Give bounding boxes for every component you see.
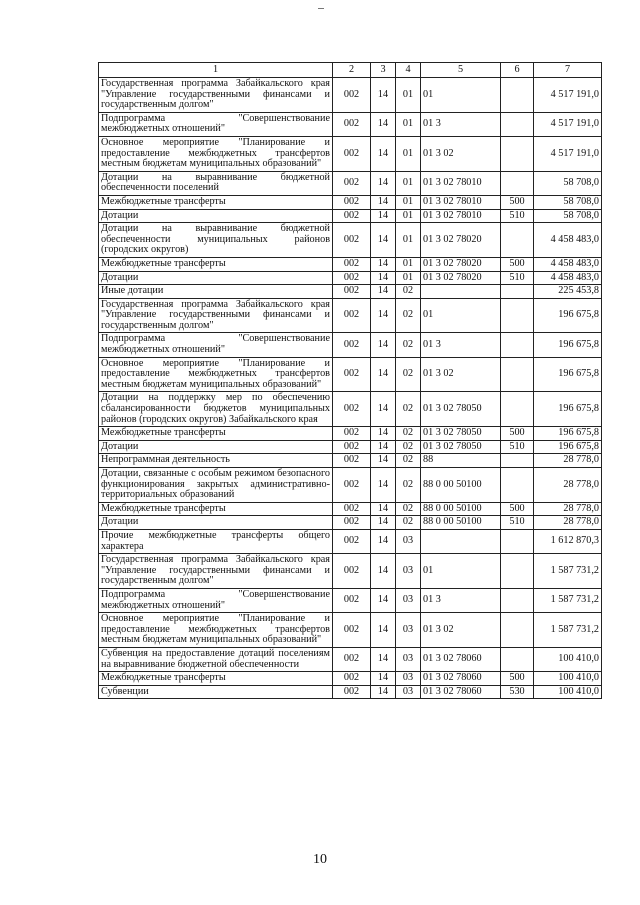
row-expense-type-cell <box>501 136 534 171</box>
row-name-cell: Иные дотации <box>99 285 333 299</box>
row-expense-type-cell: 500 <box>501 427 534 441</box>
row-code-cell: 002 <box>333 298 371 333</box>
row-amount-cell: 196 675,8 <box>534 357 602 392</box>
row-code-cell: 002 <box>333 195 371 209</box>
row-code-cell: 002 <box>333 171 371 195</box>
row-expense-type-cell: 510 <box>501 440 534 454</box>
row-name-cell: Подпрограмма "Совершенствование межбюджетных отношений" <box>99 112 333 136</box>
row-target-article-cell <box>421 285 501 299</box>
table-row <box>99 136 602 171</box>
row-target-article-cell: 01 3 02 78020 <box>421 223 501 258</box>
row-expense-type-cell: 510 <box>501 516 534 530</box>
table-row <box>99 112 602 136</box>
row-amount-cell: 196 675,8 <box>534 392 602 427</box>
row-target-article-cell: 01 3 02 <box>421 136 501 171</box>
page-number: 10 <box>313 852 327 867</box>
row-subsection-cell: 02 <box>396 298 421 333</box>
row-section-cell: 14 <box>371 647 396 671</box>
row-code-cell: 002 <box>333 136 371 171</box>
row-amount-cell: 4 458 483,0 <box>534 223 602 258</box>
table-row <box>99 223 602 258</box>
row-target-article-cell: 01 <box>421 298 501 333</box>
row-code-cell: 002 <box>333 613 371 648</box>
row-section-cell: 14 <box>371 392 396 427</box>
row-name-cell: Основное мероприятие "Планирование и предоставление межбюджетных трансфертов местным бюджетам муниципальных образований" <box>99 613 333 648</box>
row-code-cell: 002 <box>333 647 371 671</box>
row-code-cell: 002 <box>333 112 371 136</box>
row-target-article-cell: 01 3 02 78060 <box>421 672 501 686</box>
row-amount-cell: 4 458 483,0 <box>534 271 602 285</box>
table-row <box>99 468 602 503</box>
row-code-cell: 002 <box>333 357 371 392</box>
row-target-article-cell: 01 3 02 <box>421 357 501 392</box>
table-row <box>99 392 602 427</box>
row-target-article-cell: 01 3 02 78050 <box>421 440 501 454</box>
row-code-cell: 002 <box>333 223 371 258</box>
row-target-article-cell: 01 3 02 78020 <box>421 271 501 285</box>
row-name-cell: Дотации <box>99 209 333 223</box>
row-section-cell: 14 <box>371 195 396 209</box>
row-amount-cell: 1 612 870,3 <box>534 529 602 553</box>
row-section-cell: 14 <box>371 136 396 171</box>
row-expense-type-cell <box>501 454 534 468</box>
table-row <box>99 285 602 299</box>
row-target-article-cell: 88 0 00 50100 <box>421 468 501 503</box>
row-section-cell: 14 <box>371 223 396 258</box>
table-row <box>99 440 602 454</box>
row-expense-type-cell: 530 <box>501 685 534 699</box>
header-cell: 1 <box>99 63 333 78</box>
row-name-cell: Межбюджетные трансферты <box>99 672 333 686</box>
row-amount-cell: 100 410,0 <box>534 685 602 699</box>
table-header-row <box>99 63 602 78</box>
row-name-cell: Государственная программа Забайкальского края "Управление государственными финансами и государственным долгом" <box>99 78 333 113</box>
row-subsection-cell: 02 <box>396 440 421 454</box>
row-section-cell: 14 <box>371 529 396 553</box>
row-expense-type-cell <box>501 613 534 648</box>
row-name-cell: Основное мероприятие "Планирование и предоставление межбюджетных трансфертов местным бюджетам муниципальных образований" <box>99 136 333 171</box>
row-section-cell: 14 <box>371 271 396 285</box>
row-amount-cell: 196 675,8 <box>534 298 602 333</box>
row-code-cell: 002 <box>333 285 371 299</box>
row-code-cell: 002 <box>333 554 371 589</box>
row-target-article-cell: 01 3 <box>421 588 501 612</box>
row-subsection-cell: 01 <box>396 112 421 136</box>
row-name-cell: Межбюджетные трансферты <box>99 195 333 209</box>
table-row <box>99 454 602 468</box>
table-row <box>99 271 602 285</box>
row-name-cell: Дотации <box>99 516 333 530</box>
row-subsection-cell: 02 <box>396 454 421 468</box>
row-target-article-cell: 01 3 02 78010 <box>421 195 501 209</box>
row-amount-cell: 58 708,0 <box>534 171 602 195</box>
row-target-article-cell: 01 <box>421 554 501 589</box>
row-amount-cell: 100 410,0 <box>534 672 602 686</box>
row-subsection-cell: 03 <box>396 647 421 671</box>
row-code-cell: 002 <box>333 468 371 503</box>
row-name-cell: Подпрограмма "Совершенствование межбюджетных отношений" <box>99 333 333 357</box>
row-name-cell: Основное мероприятие "Планирование и предоставление межбюджетных трансфертов местным бюджетам муниципальных образований" <box>99 357 333 392</box>
row-expense-type-cell: 500 <box>501 672 534 686</box>
row-amount-cell: 196 675,8 <box>534 440 602 454</box>
row-subsection-cell: 01 <box>396 271 421 285</box>
row-name-cell: Дотации <box>99 271 333 285</box>
row-amount-cell: 4 517 191,0 <box>534 112 602 136</box>
row-code-cell: 002 <box>333 333 371 357</box>
row-section-cell: 14 <box>371 685 396 699</box>
row-amount-cell: 4 517 191,0 <box>534 136 602 171</box>
row-name-cell: Межбюджетные трансферты <box>99 427 333 441</box>
table-row <box>99 647 602 671</box>
row-subsection-cell: 03 <box>396 554 421 589</box>
row-expense-type-cell <box>501 529 534 553</box>
row-section-cell: 14 <box>371 298 396 333</box>
row-section-cell: 14 <box>371 613 396 648</box>
row-subsection-cell: 01 <box>396 223 421 258</box>
row-code-cell: 002 <box>333 672 371 686</box>
row-target-article-cell: 01 3 02 <box>421 613 501 648</box>
table-row <box>99 357 602 392</box>
row-subsection-cell: 02 <box>396 468 421 503</box>
scan-mark <box>318 8 324 9</box>
header-cell: 3 <box>371 63 396 78</box>
table-row <box>99 516 602 530</box>
row-amount-cell: 28 778,0 <box>534 516 602 530</box>
table-row <box>99 427 602 441</box>
row-subsection-cell: 03 <box>396 685 421 699</box>
row-code-cell: 002 <box>333 454 371 468</box>
row-amount-cell: 196 675,8 <box>534 427 602 441</box>
table-row <box>99 554 602 589</box>
row-name-cell: Межбюджетные трансферты <box>99 257 333 271</box>
row-code-cell: 002 <box>333 392 371 427</box>
row-subsection-cell: 02 <box>396 333 421 357</box>
row-target-article-cell: 01 3 02 78050 <box>421 427 501 441</box>
row-subsection-cell: 02 <box>396 516 421 530</box>
row-amount-cell: 196 675,8 <box>534 333 602 357</box>
row-amount-cell: 28 778,0 <box>534 468 602 503</box>
row-target-article-cell: 88 0 00 50100 <box>421 502 501 516</box>
row-amount-cell: 4 517 191,0 <box>534 78 602 113</box>
row-expense-type-cell <box>501 357 534 392</box>
row-target-article-cell: 88 0 00 50100 <box>421 516 501 530</box>
table-row <box>99 257 602 271</box>
row-code-cell: 002 <box>333 209 371 223</box>
table-row <box>99 529 602 553</box>
row-expense-type-cell <box>501 392 534 427</box>
row-section-cell: 14 <box>371 502 396 516</box>
row-code-cell: 002 <box>333 588 371 612</box>
row-section-cell: 14 <box>371 209 396 223</box>
row-name-cell: Дотации на поддержку мер по обеспечению сбалансированности бюджетов муниципальных районов (городских округов) Забайкальского края <box>99 392 333 427</box>
row-section-cell: 14 <box>371 672 396 686</box>
row-amount-cell: 225 453,8 <box>534 285 602 299</box>
row-amount-cell: 100 410,0 <box>534 647 602 671</box>
row-expense-type-cell: 510 <box>501 271 534 285</box>
header-cell: 6 <box>501 63 534 78</box>
row-section-cell: 14 <box>371 171 396 195</box>
row-section-cell: 14 <box>371 588 396 612</box>
row-section-cell: 14 <box>371 357 396 392</box>
row-name-cell: Межбюджетные трансферты <box>99 502 333 516</box>
row-expense-type-cell: 500 <box>501 502 534 516</box>
table-row <box>99 588 602 612</box>
row-expense-type-cell: 500 <box>501 195 534 209</box>
row-subsection-cell: 03 <box>396 672 421 686</box>
row-name-cell: Дотации на выравнивание бюджетной обеспеченности поселений <box>99 171 333 195</box>
row-amount-cell: 28 778,0 <box>534 454 602 468</box>
row-expense-type-cell <box>501 554 534 589</box>
row-expense-type-cell <box>501 647 534 671</box>
row-subsection-cell: 01 <box>396 136 421 171</box>
row-subsection-cell: 03 <box>396 588 421 612</box>
row-subsection-cell: 02 <box>396 427 421 441</box>
row-name-cell: Прочие межбюджетные трансферты общего характера <box>99 529 333 553</box>
row-target-article-cell: 01 3 <box>421 112 501 136</box>
row-section-cell: 14 <box>371 468 396 503</box>
row-name-cell: Государственная программа Забайкальского края "Управление государственными финансами и государственным долгом" <box>99 298 333 333</box>
row-name-cell: Дотации <box>99 440 333 454</box>
row-expense-type-cell <box>501 333 534 357</box>
row-amount-cell: 58 708,0 <box>534 195 602 209</box>
budget-table <box>98 62 602 699</box>
row-code-cell: 002 <box>333 529 371 553</box>
row-section-cell: 14 <box>371 78 396 113</box>
row-code-cell: 002 <box>333 440 371 454</box>
header-cell: 5 <box>421 63 501 78</box>
row-name-cell: Дотации на выравнивание бюджетной обеспеченности муниципальных районов (городских округов) <box>99 223 333 258</box>
row-name-cell: Государственная программа Забайкальского края "Управление государственными финансами и государственным долгом" <box>99 554 333 589</box>
row-code-cell: 002 <box>333 78 371 113</box>
row-subsection-cell: 02 <box>396 285 421 299</box>
row-subsection-cell: 03 <box>396 529 421 553</box>
table-row <box>99 685 602 699</box>
row-expense-type-cell <box>501 468 534 503</box>
row-code-cell: 002 <box>333 502 371 516</box>
row-name-cell: Дотации, связанные с особым режимом безопасного функционирования закрытых административно-территориальных образований <box>99 468 333 503</box>
row-subsection-cell: 01 <box>396 78 421 113</box>
header-cell: 2 <box>333 63 371 78</box>
row-section-cell: 14 <box>371 454 396 468</box>
row-expense-type-cell <box>501 285 534 299</box>
row-subsection-cell: 01 <box>396 195 421 209</box>
row-code-cell: 002 <box>333 685 371 699</box>
row-code-cell: 002 <box>333 427 371 441</box>
row-code-cell: 002 <box>333 271 371 285</box>
table-row <box>99 613 602 648</box>
row-target-article-cell: 01 3 02 78060 <box>421 647 501 671</box>
row-subsection-cell: 02 <box>396 357 421 392</box>
row-amount-cell: 1 587 731,2 <box>534 554 602 589</box>
row-subsection-cell: 01 <box>396 171 421 195</box>
table-row <box>99 502 602 516</box>
row-expense-type-cell: 510 <box>501 209 534 223</box>
row-section-cell: 14 <box>371 516 396 530</box>
row-target-article-cell: 01 3 02 78020 <box>421 257 501 271</box>
row-name-cell: Подпрограмма "Совершенствование межбюджетных отношений" <box>99 588 333 612</box>
row-target-article-cell: 01 3 <box>421 333 501 357</box>
table-row <box>99 672 602 686</box>
row-target-article-cell: 01 3 02 78060 <box>421 685 501 699</box>
row-section-cell: 14 <box>371 440 396 454</box>
row-amount-cell: 58 708,0 <box>534 209 602 223</box>
row-amount-cell: 28 778,0 <box>534 502 602 516</box>
row-amount-cell: 1 587 731,2 <box>534 588 602 612</box>
row-expense-type-cell <box>501 223 534 258</box>
row-amount-cell: 1 587 731,2 <box>534 613 602 648</box>
row-section-cell: 14 <box>371 554 396 589</box>
table-row <box>99 78 602 113</box>
table-row <box>99 298 602 333</box>
row-section-cell: 14 <box>371 257 396 271</box>
row-target-article-cell: 88 <box>421 454 501 468</box>
row-name-cell: Непрограммная деятельность <box>99 454 333 468</box>
row-target-article-cell: 01 3 02 78010 <box>421 171 501 195</box>
row-amount-cell: 4 458 483,0 <box>534 257 602 271</box>
table-row <box>99 333 602 357</box>
row-code-cell: 002 <box>333 257 371 271</box>
row-subsection-cell: 02 <box>396 392 421 427</box>
row-name-cell: Субвенция на предоставление дотаций поселениям на выравнивание бюджетной обеспеченности <box>99 647 333 671</box>
row-section-cell: 14 <box>371 285 396 299</box>
row-code-cell: 002 <box>333 516 371 530</box>
table-row <box>99 171 602 195</box>
row-expense-type-cell <box>501 78 534 113</box>
row-target-article-cell <box>421 529 501 553</box>
row-subsection-cell: 02 <box>396 502 421 516</box>
row-expense-type-cell <box>501 588 534 612</box>
header-cell: 4 <box>396 63 421 78</box>
row-name-cell: Субвенции <box>99 685 333 699</box>
row-target-article-cell: 01 3 02 78010 <box>421 209 501 223</box>
row-section-cell: 14 <box>371 427 396 441</box>
row-expense-type-cell <box>501 112 534 136</box>
row-section-cell: 14 <box>371 333 396 357</box>
table-row <box>99 195 602 209</box>
row-target-article-cell: 01 3 02 78050 <box>421 392 501 427</box>
row-subsection-cell: 01 <box>396 257 421 271</box>
table-row <box>99 209 602 223</box>
row-target-article-cell: 01 <box>421 78 501 113</box>
row-subsection-cell: 01 <box>396 209 421 223</box>
row-subsection-cell: 03 <box>396 613 421 648</box>
row-expense-type-cell <box>501 298 534 333</box>
header-cell: 7 <box>534 63 602 78</box>
row-section-cell: 14 <box>371 112 396 136</box>
row-expense-type-cell <box>501 171 534 195</box>
row-expense-type-cell: 500 <box>501 257 534 271</box>
